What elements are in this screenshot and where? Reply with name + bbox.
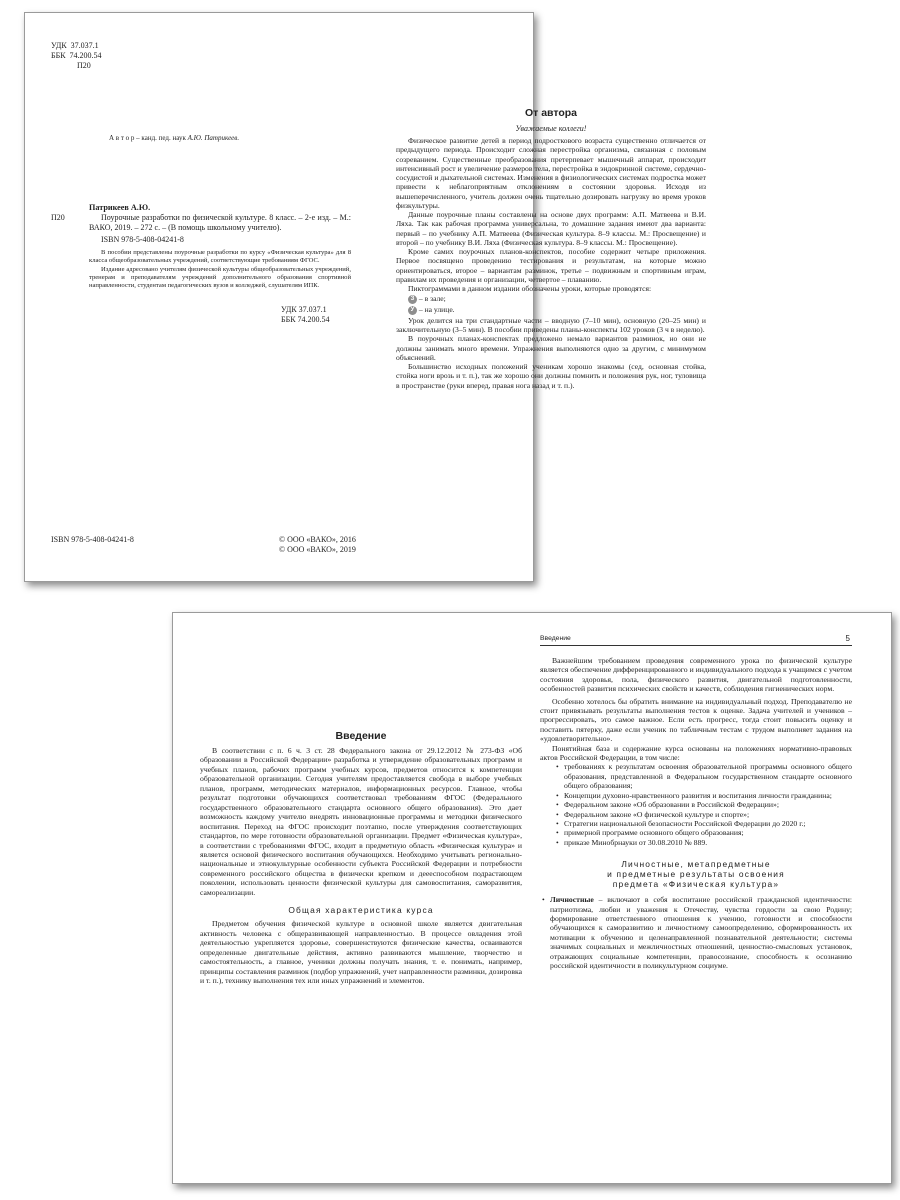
catalog-card: [51, 203, 351, 325]
pictogram-street-text: – на улице.: [418, 305, 455, 314]
annotation-2: Издание адресовано учителям физической культуры общеобразовательных учреждений, тренерам и преподавателям учреждений дополнительного образования спортивной направленности, студентам педагогических вузов и колледжей, слушателям ИПК.: [89, 265, 351, 290]
preface-para-4: Пиктограммами в данном издании обозначены уроки, которые проводятся:: [408, 284, 652, 293]
list-item: • примерной программе основного общего образования;: [554, 828, 852, 837]
card-codes-bottom: [51, 305, 351, 325]
card-isbn: ISBN 978-5-408-04241-8: [101, 235, 184, 245]
intro-para-2: Предметом обучения физической культуре в основной школе является двигательная активность человека с общеразвивающей направленностью. В процессе овладения этой деятельностью укрепляется здоровье, совершенствуются физические качества, осваиваются определенные двигательные действия, активно развиваются мышление, творчество и самостоятельность, а главное, ученики должны получать знания, т. е. понимать, например, принципы составления разминок (подбор упражнений, учет направленности разминки, дозировка и т. п.), технику выполнения тех или иных упражнений и элементов.: [200, 919, 522, 985]
preface-greeting: Уважаемые коллеги!: [515, 124, 587, 133]
author-credit-prefix: А в т о р – канд. пед. наук: [109, 134, 188, 142]
intro-title: Введение: [335, 730, 387, 742]
list-item: • Стратегии национальной безопасности Российской Федерации до 2020 г.;: [554, 819, 852, 828]
right-para-1: Важнейшим требованием проведения современного урока по физической культуре является обеспечение дифференцированного и индивидуального подхода к учащимся с учетом состояния здоровья, пола, физического развития, двигательной подготовленности, особенностей развития психических свойств и качеств, соблюдения гигиенических норм.: [540, 656, 852, 694]
preface-para-2: Данные поурочные планы составлены на основе двух программ: А.П. Матвеева и В.И. Ляха. Так как рабочая программа универсальна, то домашние задания имеют два варианта: первый – по учебнику А.П. Матвеева (Физическая культура. 8–9 классы. М.: Просвещение) и второй – по учебнику В.И. Ляха (Физическая культура. 8–9 классы. М.: Просвещение).: [396, 210, 706, 247]
annotation-1: В пособии представлены поурочные разработки по курсу «Физическая культура» для 8 класса общеобразовательных учреждений, соответствующие требованиям ФГОС.: [89, 249, 351, 265]
personal-results-text: – включают в себя воспитание российской гражданской идентичности: патриотизма, любви и уважения к Отечеству, чувства гордости за свою Родину; формирование ответственного отношения к учению, готовности и способности обучающихся к саморазвитию и личностному самоопределению, сформированность их мотивации к обучению и целенаправленной познавательной деятельности; системы значимых социальных и межличностных отношений, ценностно-смысловых установок, отражающих социальные компетенции, правосознание, способность к осознанию российской идентичности в поликультурном социуме.: [550, 895, 852, 970]
pictogram-street: [396, 305, 706, 315]
copyright-block: [279, 535, 379, 555]
bbk-label: ББК: [51, 51, 66, 60]
personal-results-label: Личностные: [550, 895, 594, 905]
card-title: Поурочные разработки по физической культуре. 8 класс. – 2-е изд. – М.: ВАКО, 2019. – 272 с. – (В помощь школьному учителю).: [89, 213, 351, 232]
author-credit-name: А.Ю. Патрикеев.: [187, 134, 240, 142]
list-item: [540, 895, 852, 970]
page-number: 5: [845, 634, 850, 643]
street-pictogram-icon: У: [408, 306, 417, 315]
preface-para-1: Физическое развитие детей в период подросткового возраста существенно отличается от предыдущего периода. Происходит сложная перестройка организма, связанная с половым созреванием. Существенные преобразования претерпевает мышечный аппарат, происходит интенсивный рост и увеличение размеров тела, перестройка в эндокринной системе, сердечно-сосудистой и дыхательной системах. Изменения в физиологических системах подростка может привести к неблагоприятным отклонениям в состоянии здоровья. Исходя из вышеперечисленного, учитель должен очень тщательно дозировать нагрузку во время уроков физкультуры.: [396, 136, 706, 210]
preface-column: [396, 107, 706, 390]
imprint-page: [51, 13, 356, 581]
copyright-2019: © ООО «ВАКО», 2019: [279, 545, 356, 554]
results-heading: [540, 859, 852, 889]
list-item: • требованиях к результатам освоения образовательной программы основного общего образования, представленной в Федеральном государственном стандарте основного общего образования;: [554, 762, 852, 790]
legal-acts-list: [540, 762, 852, 847]
list-item: • приказе Минобрнауки от 30.08.2010 № 889.: [554, 838, 852, 847]
right-para-2: Особенно хотелось бы обратить внимание на индивидуальный подход. Преподавателю не стоит привязывать результаты выполнения тестов к оценке. Задача учителей и учеников – прогрессировать, это самое важное. Если есть прогресс, тогда стоит повысить оценку и поставить пятерку, даже если ученик по табличным тестам с трудом выполняет задания на «удовлетворительно».: [540, 696, 852, 744]
pictogram-hall: [396, 294, 706, 304]
author-credit: [109, 134, 349, 143]
preface-para-3: Кроме самих поурочных планов-конспектов, пособие содержит четыре приложения. Первое посвящено проведению тестирования и результатам, на которые можно ориентироваться, второе – вариантам разминок, третье – подвижным и спортивным играм, правилам их проведения и организации, четвертое – плаванию.: [396, 247, 706, 284]
running-head: [540, 634, 852, 646]
results-heading-line-3: предмета «Физическая культура»: [612, 879, 780, 890]
course-overview-heading: Общая характеристика курса: [288, 905, 434, 916]
intro-left-column: [200, 730, 522, 985]
bbk-bottom: ББК 74.200.54: [281, 314, 330, 324]
udk-block: [51, 41, 171, 71]
preface-para-5: Урок делится на три стандартные части – вводную (7–10 мин), основную (20–25 мин) и заключительную (3–5 мин). В пособии приведены планы-конспекты 102 уроков (3 ч в неделю).: [396, 315, 706, 334]
intro-right-column: [540, 634, 852, 970]
card-mark: П20: [51, 213, 65, 222]
results-heading-line-2: и предметные результаты освоения: [607, 869, 785, 880]
list-item: • Концепции духовно-нравственного развития и воспитания личности гражданина;: [554, 791, 852, 800]
list-item: • Федеральном законе «О физической культуре и спорте»;: [554, 810, 852, 819]
results-list: [540, 895, 852, 970]
hall-pictogram-icon: З: [408, 295, 417, 304]
isbn-bottom: ISBN 978-5-408-04241-8: [51, 535, 134, 544]
udk-code: 37.037.1: [70, 41, 99, 50]
results-heading-line-1: Личностные, метапредметные: [621, 859, 771, 870]
preface-para-6: В поурочных планах-конспектах предложено немало вариантов разминок, но они не должны занимать много времени. Упражнения выполняются одно за другим, с минимумом объяснений.: [396, 334, 706, 362]
intro-para-1: В соответствии с п. 6 ч. 3 ст. 28 Федерального закона от 29.12.2012 № 273-ФЗ «Об образовании в Российской Федерации» разработка и утверждение образовательных программ и учебных планов, рабочих программ учебных курсов, предметов относится к компетенции образовательной организации. Сегодня учителям предоставляется свобода в выборе учебных планов, программ, методических материалов, информационных ресурсов. Главное, чтобы результат подготовки обучающихся соответствовал требованиям ФГОС (Федерального государственного образовательного стандарта основного общего образования). Это дает возможность каждому учителю внедрять инновационные программы и методики физического воспитания. Переход на ФГОС происходит поэтапно, после утверждения соответствующих стандартов, по мере готовности образовательной организации. Предмет «Физическая культура», в соответствии с требованиями ФГОС, входит в предметную область «Физическая культура» и является основой физического воспитания обучающихся. Необходимо учитывать регионально-национальные и этнокультурные особенности субъекта Российской Федерации и потребности современного российского общества в физически крепком и деееспособном подрастающем поколении, использовать ценности физической культуры для самовоспитания, саморазвития, самореализации.: [200, 746, 522, 897]
udk-bottom: УДК 37.037.1: [281, 304, 327, 314]
card-author: Патрикеев А.Ю.: [89, 203, 151, 212]
bbk-code: 74.200.54: [69, 51, 102, 60]
list-item: • Федеральном законе «Об образовании в Российской Федерации»;: [554, 800, 852, 809]
udk-label: УДК: [51, 41, 67, 50]
author-mark: П20: [77, 61, 91, 70]
pictogram-hall-text: – в зале;: [418, 294, 446, 304]
preface-para-7: Большинство исходных положений ученикам хорошо знакомы (сед, основная стойка, стойка ноги врозь и т. п.), так же хорошо они должны помнить и положения рук, ног, туловища в пространстве (руки вперед, правая нога назад и т. п.).: [396, 362, 706, 390]
right-para-3: Понятийная база и содержание курса основаны на положениях нормативно-правовых актов Российской Федерации, в том числе:: [540, 743, 852, 763]
running-head-title: Введение: [540, 635, 571, 642]
copyright-2016: © ООО «ВАКО», 2016: [279, 535, 356, 544]
preface-title: От автора: [524, 107, 578, 119]
